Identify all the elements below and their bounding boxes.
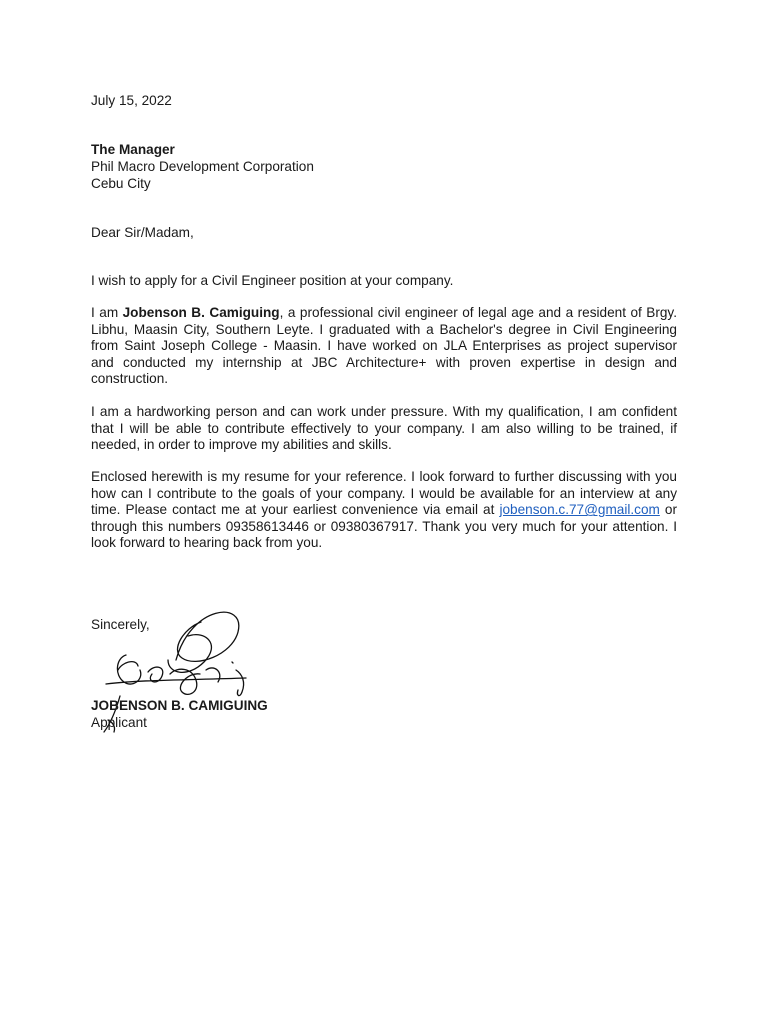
- salutation: Dear Sir/Madam,: [91, 225, 194, 240]
- paragraph-line: I am a hardworking person and can work under pressure. With my qualification, I am confident: [91, 404, 677, 419]
- line-text: or: [659, 502, 677, 518]
- paragraph-line: look forward to hearing back from you.: [91, 535, 323, 551]
- recipient-company: Phil Macro Development Corporation: [91, 159, 314, 174]
- paragraph-line: how can I contribute to the goals of your company. I would be available for an interview at any: [91, 485, 677, 501]
- closing: Sincerely,: [91, 617, 150, 632]
- paragraph-line: from Saint Joseph College - Maasin. I have worked on JLA Enterprises as project supervisor: [91, 338, 677, 354]
- letter-date: July 15, 2022: [91, 93, 172, 108]
- paragraph-line: through this numbers 09358613446 or 09380367917. Thank you very much for your attention. I: [91, 518, 677, 534]
- paragraph-qualities: [91, 404, 677, 454]
- applicant-name: Jobenson B. Camiguing: [122, 305, 280, 320]
- line-text: , a professional civil engineer of legal age and a resident of Brgy.: [279, 305, 678, 320]
- paragraph-line: [91, 502, 677, 519]
- line-text: I am: [91, 305, 123, 320]
- paragraph-line: that I will be able to contribute effectively to your company. I am also willing to be trained, if: [91, 420, 677, 436]
- intro-line: I wish to apply for a Civil Engineer position at your company.: [91, 273, 454, 288]
- recipient-city: Cebu City: [91, 176, 151, 191]
- paragraph-line: and conducted my internship at JBC Architecture+ with proven expertise in design and: [91, 354, 677, 370]
- line-text: time. Please contact me at your earliest convenience via email at: [91, 502, 500, 518]
- paragraph-line: construction.: [91, 371, 169, 387]
- paragraph-background: [91, 305, 677, 388]
- paragraph-closing: [91, 469, 677, 552]
- signer-name: JOBENSON B. CAMIGUING: [91, 698, 268, 713]
- signer-role: Applicant: [91, 715, 147, 730]
- recipient-title: The Manager: [91, 142, 175, 157]
- paragraph-line: needed, in order to improve my abilities and skills.: [91, 437, 392, 453]
- paragraph-line: [91, 305, 677, 322]
- email-link[interactable]: jobenson.c.77@gmail.com: [499, 502, 660, 518]
- paragraph-line: Libhu, Maasin City, Southern Leyte. I graduated with a Bachelor's degree in Civil Engineering: [91, 321, 677, 337]
- paragraph-line: Enclosed herewith is my resume for your reference. I look forward to further discussing with you: [91, 469, 677, 484]
